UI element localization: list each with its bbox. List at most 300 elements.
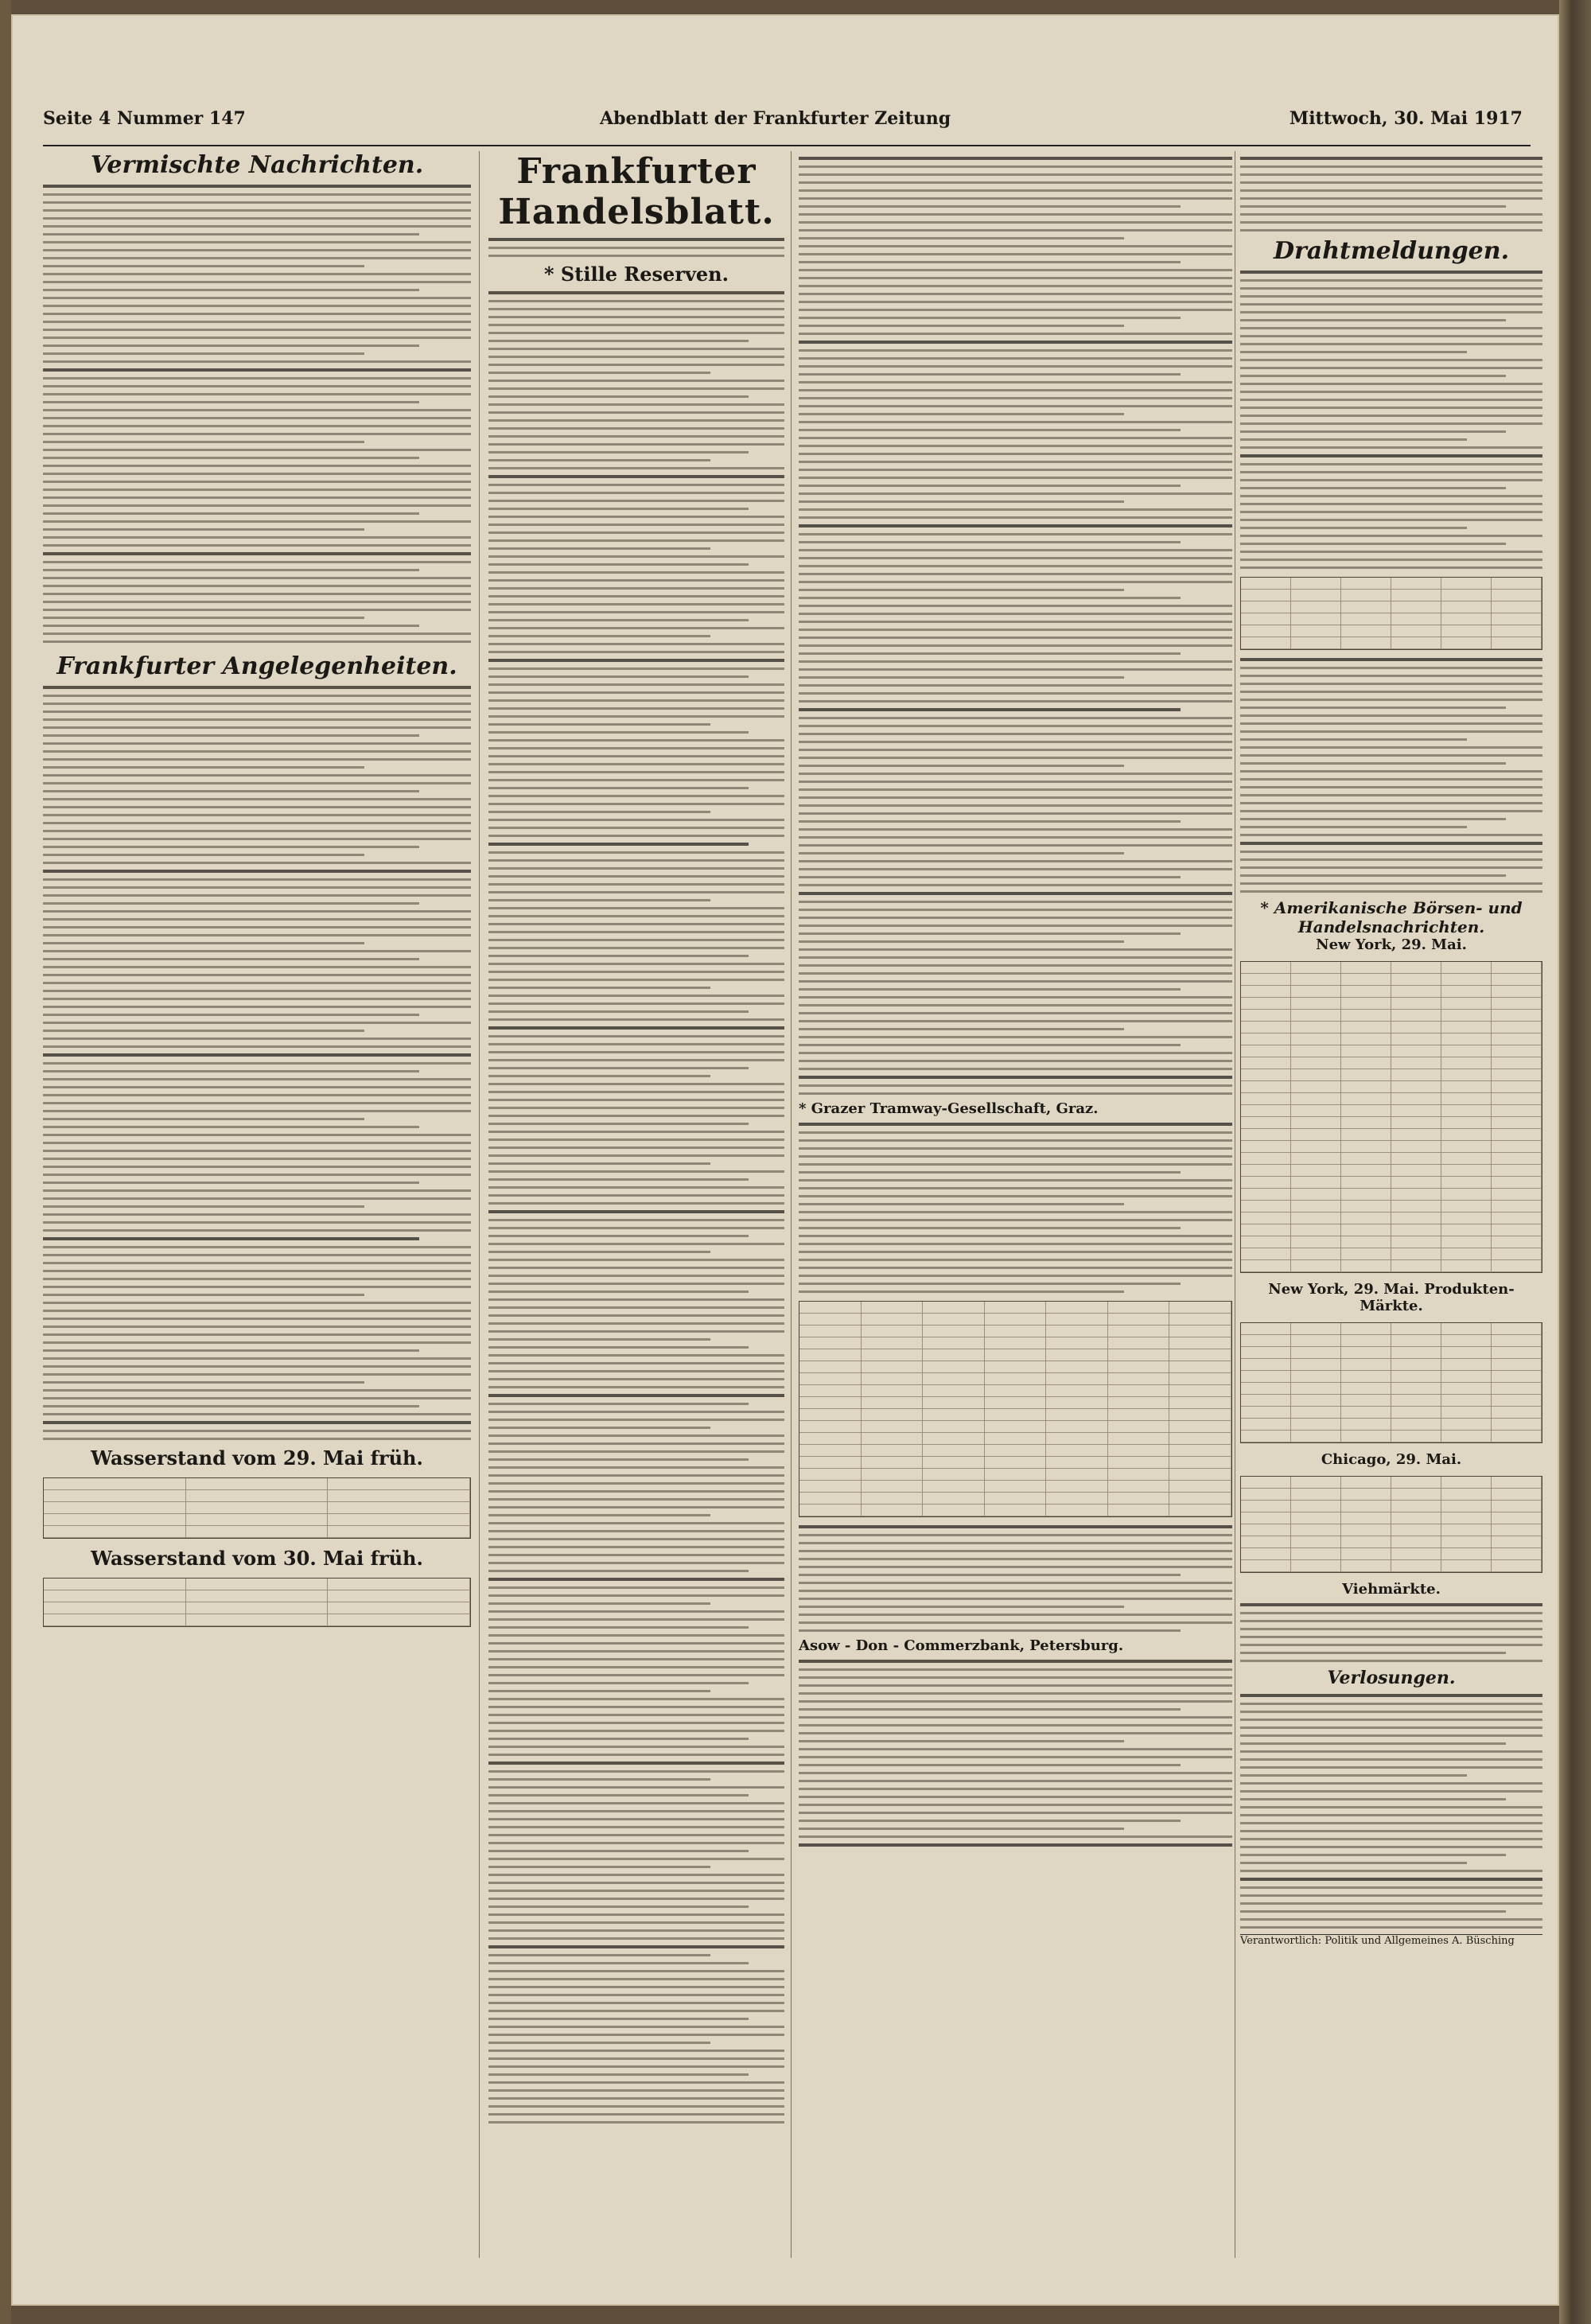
text-line bbox=[488, 2073, 749, 2076]
table-cell bbox=[1441, 1477, 1492, 1488]
table-row bbox=[1241, 1034, 1542, 1045]
text-line bbox=[488, 291, 784, 294]
text-line bbox=[43, 950, 471, 952]
table-cell bbox=[1492, 1117, 1542, 1128]
table-cell bbox=[985, 1325, 1047, 1337]
table-cell bbox=[1291, 1371, 1341, 1382]
table-row bbox=[1241, 1323, 1542, 1335]
table-row bbox=[44, 1502, 470, 1514]
text-line bbox=[488, 595, 784, 598]
text-line bbox=[43, 544, 471, 547]
table-cell bbox=[1341, 1177, 1391, 1188]
table-cell bbox=[1341, 1260, 1391, 1271]
table-cell bbox=[1341, 1022, 1391, 1033]
text-line bbox=[43, 313, 471, 315]
table-row bbox=[1241, 1069, 1542, 1081]
table-cell bbox=[799, 1349, 862, 1361]
table-row bbox=[1241, 1347, 1542, 1359]
table-cell bbox=[1341, 1153, 1391, 1164]
table-cell bbox=[1341, 962, 1391, 973]
article-body bbox=[43, 686, 471, 1440]
text-line bbox=[799, 1716, 1232, 1719]
text-line bbox=[1240, 1838, 1542, 1840]
text-line bbox=[43, 201, 471, 204]
text-line bbox=[799, 453, 1232, 455]
table-row bbox=[1241, 1177, 1542, 1189]
table-cell bbox=[1492, 1347, 1542, 1358]
table-cell bbox=[1169, 1349, 1231, 1361]
text-line bbox=[488, 707, 784, 710]
text-line bbox=[799, 1131, 1232, 1134]
table-cell bbox=[1391, 637, 1441, 648]
table-cell bbox=[1391, 1489, 1441, 1500]
text-line bbox=[799, 173, 1232, 176]
table-cell bbox=[799, 1445, 862, 1456]
text-line bbox=[488, 755, 784, 757]
text-line bbox=[43, 1349, 419, 1352]
table-cell bbox=[799, 1421, 862, 1432]
text-line bbox=[799, 1044, 1181, 1046]
text-line bbox=[799, 1796, 1232, 1798]
table-cell bbox=[1492, 1512, 1542, 1524]
text-line bbox=[1240, 229, 1542, 232]
text-line bbox=[1240, 842, 1542, 845]
table-cell bbox=[1241, 1501, 1291, 1512]
table-cell bbox=[1441, 1141, 1492, 1152]
text-line bbox=[488, 563, 749, 566]
text-line bbox=[43, 601, 471, 603]
text-line bbox=[43, 552, 471, 555]
text-line bbox=[799, 381, 1232, 383]
table-cell bbox=[1241, 1165, 1291, 1176]
table-cell bbox=[799, 1505, 862, 1516]
table-cell bbox=[1291, 1512, 1341, 1524]
table-row bbox=[1241, 1236, 1542, 1248]
text-line bbox=[488, 1778, 710, 1781]
water-level-table bbox=[43, 1477, 471, 1539]
table-cell bbox=[1046, 1409, 1108, 1420]
text-line bbox=[488, 1283, 784, 1285]
table-row bbox=[1241, 998, 1542, 1010]
text-line bbox=[488, 827, 784, 829]
text-line bbox=[799, 1084, 1232, 1087]
table-cell bbox=[1291, 1213, 1341, 1224]
table-cell bbox=[1241, 1395, 1291, 1406]
section-title: Frankfurter Handelsblatt. bbox=[498, 151, 775, 232]
text-line bbox=[1240, 1910, 1506, 1913]
text-line bbox=[43, 1174, 471, 1176]
text-line bbox=[488, 308, 784, 310]
text-line bbox=[43, 1181, 419, 1184]
table-cell bbox=[1441, 1153, 1492, 1164]
text-line bbox=[488, 795, 784, 797]
table-cell bbox=[1169, 1409, 1231, 1420]
text-line bbox=[799, 964, 1232, 967]
text-line bbox=[488, 1562, 784, 1564]
table-cell bbox=[44, 1579, 186, 1590]
table-row bbox=[1241, 1512, 1542, 1524]
text-line bbox=[488, 915, 784, 917]
text-line bbox=[799, 405, 1232, 407]
text-line bbox=[799, 852, 1124, 854]
table-cell bbox=[1241, 590, 1291, 601]
text-line bbox=[799, 1780, 1232, 1782]
table-cell bbox=[1391, 613, 1441, 625]
text-line bbox=[488, 635, 710, 637]
table-cell bbox=[1241, 625, 1291, 636]
text-line bbox=[43, 1150, 471, 1152]
table-row bbox=[1241, 1057, 1542, 1069]
text-line bbox=[43, 1166, 471, 1168]
text-line bbox=[488, 1586, 784, 1589]
text-line bbox=[1240, 1894, 1542, 1897]
text-line bbox=[488, 875, 784, 878]
table-cell bbox=[1291, 1359, 1341, 1370]
table-cell bbox=[1341, 1489, 1391, 1500]
article-body bbox=[488, 291, 784, 2124]
text-line bbox=[43, 742, 471, 745]
table-cell bbox=[1241, 1117, 1291, 1128]
table-cell bbox=[1241, 1236, 1291, 1248]
table-cell bbox=[1441, 1189, 1492, 1200]
table-cell bbox=[862, 1493, 924, 1504]
table-cell bbox=[1241, 601, 1291, 613]
table-row bbox=[1241, 1117, 1542, 1129]
table-cell bbox=[1241, 1141, 1291, 1152]
table-cell bbox=[985, 1397, 1047, 1408]
table-cell bbox=[923, 1314, 985, 1325]
column-rule bbox=[479, 151, 480, 2258]
article-body bbox=[799, 1660, 1232, 1847]
text-line bbox=[488, 923, 784, 925]
text-line bbox=[799, 1060, 1232, 1062]
text-line bbox=[488, 1154, 784, 1157]
table-cell bbox=[862, 1385, 924, 1396]
table-cell bbox=[1291, 1069, 1341, 1080]
text-line bbox=[799, 1235, 1232, 1237]
table-cell bbox=[1391, 1189, 1441, 1200]
text-line bbox=[43, 1189, 471, 1192]
table-cell bbox=[1492, 1129, 1542, 1140]
table-cell bbox=[1341, 637, 1391, 648]
text-line bbox=[43, 1134, 471, 1136]
table-cell bbox=[923, 1397, 985, 1408]
text-line bbox=[43, 1221, 471, 1224]
text-line bbox=[488, 1602, 710, 1605]
text-line bbox=[799, 1542, 1232, 1544]
table-cell bbox=[1241, 1045, 1291, 1057]
text-line bbox=[43, 640, 471, 643]
text-line bbox=[1240, 810, 1542, 812]
table-cell bbox=[1108, 1349, 1170, 1361]
text-line bbox=[488, 1411, 784, 1413]
text-line bbox=[43, 918, 471, 921]
text-line bbox=[1240, 1636, 1542, 1638]
table-row bbox=[1241, 1224, 1542, 1236]
text-line bbox=[1240, 675, 1542, 677]
text-line bbox=[799, 996, 1232, 999]
table-cell bbox=[1441, 1512, 1492, 1524]
text-line bbox=[488, 1994, 784, 1996]
table-row bbox=[44, 1579, 470, 1590]
table-cell bbox=[1046, 1493, 1108, 1504]
text-line bbox=[799, 1732, 1232, 1734]
table-cell bbox=[1441, 637, 1492, 648]
table-cell bbox=[186, 1579, 329, 1590]
text-line bbox=[488, 1858, 784, 1860]
text-line bbox=[488, 763, 784, 765]
text-line bbox=[799, 1843, 1232, 1847]
table-cell bbox=[923, 1385, 985, 1396]
table-cell bbox=[1241, 613, 1291, 625]
table-cell bbox=[1291, 1010, 1341, 1021]
text-line bbox=[1240, 495, 1542, 497]
table-cell bbox=[1291, 1022, 1341, 1033]
table-cell bbox=[923, 1481, 985, 1492]
text-line bbox=[488, 979, 784, 981]
table-cell bbox=[799, 1409, 862, 1420]
text-line bbox=[1240, 834, 1542, 836]
text-line bbox=[43, 1365, 471, 1368]
table-cell bbox=[862, 1337, 924, 1349]
text-line bbox=[799, 781, 1232, 783]
text-line bbox=[488, 1834, 784, 1836]
table-row bbox=[1241, 1093, 1542, 1105]
table-cell bbox=[1341, 1248, 1391, 1259]
table-cell bbox=[1492, 1153, 1542, 1164]
market-table bbox=[1240, 577, 1542, 650]
table-cell bbox=[923, 1325, 985, 1337]
text-line bbox=[43, 1078, 471, 1080]
table-cell bbox=[44, 1526, 186, 1537]
text-line bbox=[488, 1067, 749, 1069]
table-cell bbox=[1391, 1419, 1441, 1430]
text-line bbox=[799, 1676, 1232, 1679]
table-row bbox=[44, 1602, 470, 1614]
table-row bbox=[1241, 1419, 1542, 1431]
table-cell bbox=[985, 1469, 1047, 1480]
text-line bbox=[488, 238, 784, 241]
table-cell bbox=[1046, 1397, 1108, 1408]
table-cell bbox=[799, 1302, 862, 1313]
table-cell bbox=[923, 1409, 985, 1420]
text-line bbox=[43, 1246, 471, 1248]
text-line bbox=[1240, 367, 1542, 369]
table-cell bbox=[1492, 1407, 1542, 1418]
table-cell bbox=[1492, 1165, 1542, 1176]
text-line bbox=[1240, 1660, 1542, 1662]
text-line bbox=[43, 433, 471, 435]
table-row bbox=[1241, 625, 1542, 637]
text-line bbox=[43, 934, 471, 936]
text-line bbox=[1240, 1742, 1506, 1745]
table-row bbox=[799, 1481, 1231, 1493]
text-line bbox=[799, 868, 1232, 870]
table-cell bbox=[1391, 1431, 1441, 1442]
text-line bbox=[488, 739, 784, 742]
text-line bbox=[799, 836, 1232, 839]
table-cell bbox=[1241, 1536, 1291, 1547]
text-line bbox=[799, 1052, 1232, 1054]
text-line bbox=[488, 2042, 710, 2044]
text-line bbox=[488, 2034, 784, 2036]
text-line bbox=[488, 1754, 784, 1756]
text-line bbox=[488, 1346, 749, 1349]
text-line bbox=[43, 990, 471, 992]
text-line bbox=[43, 577, 471, 579]
table-cell bbox=[186, 1602, 329, 1614]
text-line bbox=[488, 1746, 784, 1748]
text-line bbox=[43, 385, 471, 387]
table-cell bbox=[1391, 1105, 1441, 1116]
text-line bbox=[488, 1010, 749, 1013]
table-cell bbox=[1391, 1395, 1441, 1406]
table-cell bbox=[1441, 1323, 1492, 1334]
text-line bbox=[799, 365, 1232, 368]
market-title: Chicago, 29. Mai. bbox=[1321, 1451, 1462, 1468]
text-line bbox=[488, 364, 784, 366]
text-line bbox=[488, 1314, 784, 1317]
text-line bbox=[43, 457, 419, 459]
text-line bbox=[488, 1698, 784, 1700]
table-cell bbox=[1291, 1383, 1341, 1394]
table-cell bbox=[1341, 1081, 1391, 1092]
table-cell bbox=[1492, 637, 1542, 648]
table-cell bbox=[1391, 1093, 1441, 1104]
text-line bbox=[799, 1692, 1232, 1695]
table-cell bbox=[1441, 1057, 1492, 1069]
text-line bbox=[799, 1621, 1232, 1624]
table-cell bbox=[985, 1373, 1047, 1384]
text-line bbox=[43, 726, 471, 729]
text-line bbox=[1240, 1926, 1542, 1929]
text-line bbox=[488, 387, 784, 390]
text-line bbox=[799, 213, 1232, 216]
table-cell bbox=[1291, 1201, 1341, 1212]
table-cell bbox=[985, 1433, 1047, 1444]
text-line bbox=[1240, 535, 1542, 537]
table-cell bbox=[1291, 1347, 1341, 1358]
table-row bbox=[1241, 1359, 1542, 1371]
text-line bbox=[43, 686, 471, 689]
table-row bbox=[799, 1302, 1231, 1314]
table-cell bbox=[1391, 1165, 1441, 1176]
text-line bbox=[488, 356, 784, 358]
table-cell bbox=[1492, 1057, 1542, 1069]
table-cell bbox=[1492, 1323, 1542, 1334]
text-line bbox=[488, 1035, 784, 1037]
text-line bbox=[43, 718, 471, 721]
text-line bbox=[799, 733, 1232, 735]
text-line bbox=[488, 340, 749, 342]
text-line bbox=[43, 838, 471, 840]
table-cell bbox=[985, 1445, 1047, 1456]
table-cell bbox=[1441, 1129, 1492, 1140]
table-cell bbox=[1291, 1560, 1341, 1571]
text-line bbox=[488, 811, 710, 813]
table-cell bbox=[1169, 1457, 1231, 1468]
table-row bbox=[799, 1433, 1231, 1445]
text-line bbox=[488, 1913, 784, 1916]
table-cell bbox=[1341, 1347, 1391, 1358]
table-row bbox=[799, 1445, 1231, 1457]
table-cell bbox=[1169, 1433, 1231, 1444]
text-line bbox=[1240, 399, 1542, 401]
text-line bbox=[43, 1430, 471, 1432]
text-line bbox=[43, 345, 419, 347]
table-row bbox=[44, 1514, 470, 1526]
text-line bbox=[43, 1254, 471, 1256]
text-line bbox=[488, 1482, 784, 1485]
text-line bbox=[43, 481, 471, 483]
table-cell bbox=[1441, 1335, 1492, 1346]
text-line bbox=[1240, 667, 1542, 669]
table-cell bbox=[1441, 578, 1492, 589]
table-cell bbox=[1108, 1421, 1170, 1432]
table-cell bbox=[1492, 1524, 1542, 1536]
table-cell bbox=[1046, 1325, 1108, 1337]
table-row bbox=[799, 1337, 1231, 1349]
table-cell bbox=[1441, 1359, 1492, 1370]
text-line bbox=[799, 1092, 1232, 1095]
text-line bbox=[488, 1458, 749, 1461]
text-line bbox=[488, 1403, 749, 1405]
section-title: * Amerikanische Börsen- und Handelsnachrichten. bbox=[1260, 898, 1523, 936]
text-line bbox=[43, 974, 471, 976]
table-cell bbox=[799, 1469, 862, 1480]
text-line bbox=[43, 569, 419, 571]
table-row bbox=[799, 1409, 1231, 1421]
text-line bbox=[43, 561, 471, 563]
text-line bbox=[799, 1259, 1232, 1261]
table-row bbox=[44, 1478, 470, 1490]
table-cell bbox=[1492, 625, 1542, 636]
table-cell bbox=[1108, 1457, 1170, 1468]
text-line bbox=[488, 1059, 784, 1061]
table-cell bbox=[862, 1302, 924, 1313]
newspaper-page bbox=[11, 14, 1559, 2306]
text-line bbox=[1240, 527, 1467, 529]
text-line bbox=[799, 1171, 1181, 1174]
text-line bbox=[488, 524, 784, 526]
table-cell bbox=[1341, 1419, 1391, 1430]
table-row bbox=[1241, 1045, 1542, 1057]
text-line bbox=[43, 217, 471, 220]
table-cell bbox=[1341, 1335, 1391, 1346]
table-cell bbox=[1241, 1201, 1291, 1212]
table-cell bbox=[1341, 601, 1391, 613]
text-line bbox=[488, 1450, 784, 1453]
table-cell bbox=[1241, 1524, 1291, 1536]
table-cell bbox=[1492, 986, 1542, 997]
text-line bbox=[488, 1194, 784, 1197]
text-line bbox=[799, 692, 1232, 695]
article-title: Asow - Don - Commerzbank, Petersburg. bbox=[799, 1637, 1124, 1654]
table-cell bbox=[1391, 1069, 1441, 1080]
table-cell bbox=[1492, 1383, 1542, 1394]
text-line bbox=[1240, 699, 1542, 701]
text-line bbox=[43, 305, 471, 307]
text-line bbox=[488, 587, 784, 590]
table-cell bbox=[1291, 625, 1341, 636]
text-line bbox=[488, 939, 784, 941]
text-line bbox=[488, 987, 710, 989]
text-line bbox=[488, 843, 749, 846]
text-line bbox=[799, 1828, 1124, 1830]
text-line bbox=[488, 1002, 784, 1005]
text-line bbox=[799, 165, 1232, 168]
table-cell bbox=[1492, 1431, 1542, 1442]
